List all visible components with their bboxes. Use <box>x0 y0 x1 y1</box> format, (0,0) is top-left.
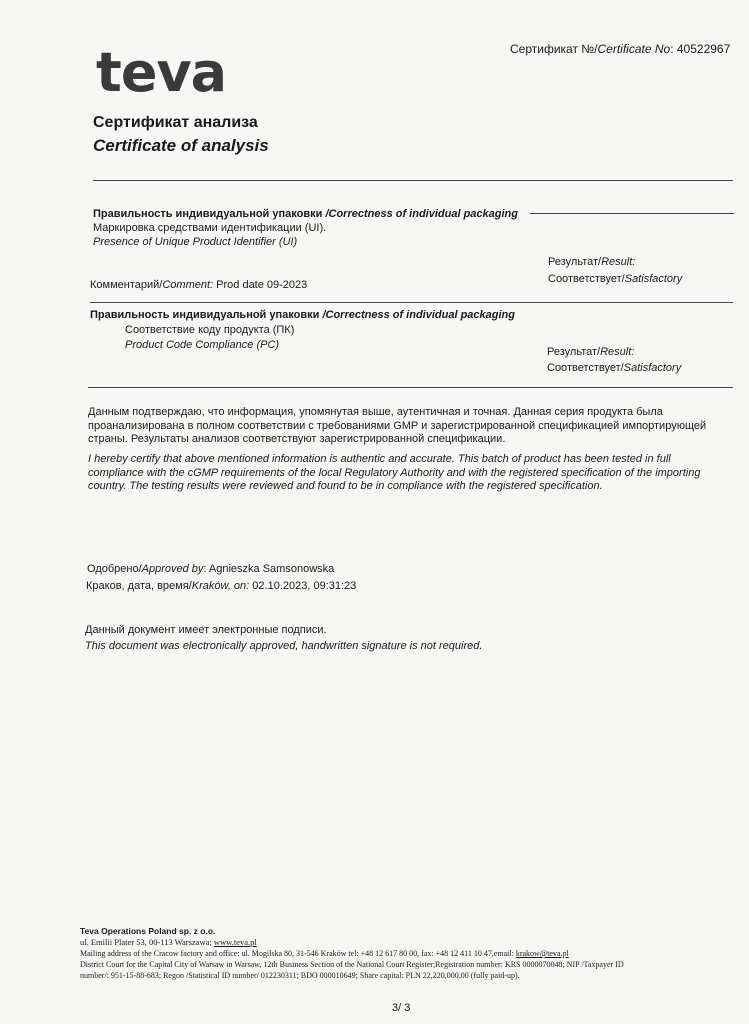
statement-en: I hereby certify that above mentioned information is authentic and accurate. This batch of product has been tested in full compliance with the cGMP requirements of the local Regulatory Authority and with the registered specification of the importing country. The testing results were reviewed and found to be in compliance with the registered specification. <box>88 453 701 492</box>
footer-address: ul. Emilii Plater 53, 00-113 Warszawa; www.teva.pl <box>80 937 257 947</box>
approval-date: Краков, дата, время/Kraków, on: 02.10.2023, 09:31:23 <box>86 580 357 592</box>
footer-mailing: Mailing address of the Cracow factory and office: ul. Mogilska 80, 31-546 Kraków tel: +48 12 617 80 00, fax: +48 12 411 10 47,email: krakow@teva.pl <box>80 949 569 958</box>
signature-note-en: This document was electronically approved, handwritten signature is not required. <box>85 640 483 652</box>
page-title-en: Certificate of analysis <box>93 136 269 155</box>
section2-result-value: Соответствует/Satisfactory <box>547 362 682 374</box>
divider <box>93 180 733 181</box>
section1-comment: Комментарий/Comment: Prod date 09-2023 <box>90 279 308 291</box>
email-link[interactable]: krakow@teva.pl <box>515 949 569 958</box>
section1-line2: Presence of Unique Product Identifier (UI) <box>93 236 298 248</box>
section1-line1: Маркировка средствами идентификации (UI). <box>93 222 327 234</box>
section2-result-label: Результат/Result: <box>547 346 635 358</box>
section2-line1: Соответствие коду продукта (ПК) <box>125 324 295 336</box>
statement-ru: Данным подтверждаю, что информация, упомянутая выше, аутентичная и точная. Данная серия продукта была проанализирована в полном соответствии с требованиями GMP и зарегистрированной спецификацией импортирующей страны. Результаты анализов соответствуют зарегистрированной спецификации. <box>88 406 707 445</box>
divider <box>530 213 734 214</box>
certificate-number: Сертификат №/Certificate No: 40522967 <box>510 42 731 56</box>
footer-registration: number/: 951-15-88-683; Regon /Statistical ID number/ 012230311; BDO 000010649; Share capital: PLN 22,220,000.00 (fully paid-up). <box>80 971 520 980</box>
section1-result-label: Результат/Result: <box>548 256 636 268</box>
section2-heading: Правильность индивидуальной упаковки /Correctness of individual packaging <box>90 309 515 321</box>
footer-company: Teva Operations Poland sp. z o.o. <box>80 926 216 936</box>
signature-note-ru: Данный документ имеет электронные подписи. <box>85 624 327 636</box>
approved-by: Одобрено/Approved by: Agnieszka Samsonowska <box>87 563 335 575</box>
page-title-ru: Сертификат анализа <box>93 114 258 131</box>
section2-line2: Product Code Compliance (PC) <box>125 339 280 351</box>
page-number: 3/ 3 <box>392 1002 411 1014</box>
teva-logo: teva <box>96 41 227 104</box>
section1-result-value: Соответствует/Satisfactory <box>548 273 683 285</box>
divider <box>90 302 733 303</box>
divider <box>88 387 733 388</box>
footer-court: District Court for the Capital City of Warsaw in Warsaw, 12th Business Section of the National Court Register;Registration number: KRS 0000070048; NIP /Taxpayer ID <box>80 960 624 969</box>
website-link[interactable]: www.teva.pl <box>213 937 257 947</box>
section1-heading: Правильность индивидуальной упаковки /Correctness of individual packaging <box>93 208 518 220</box>
